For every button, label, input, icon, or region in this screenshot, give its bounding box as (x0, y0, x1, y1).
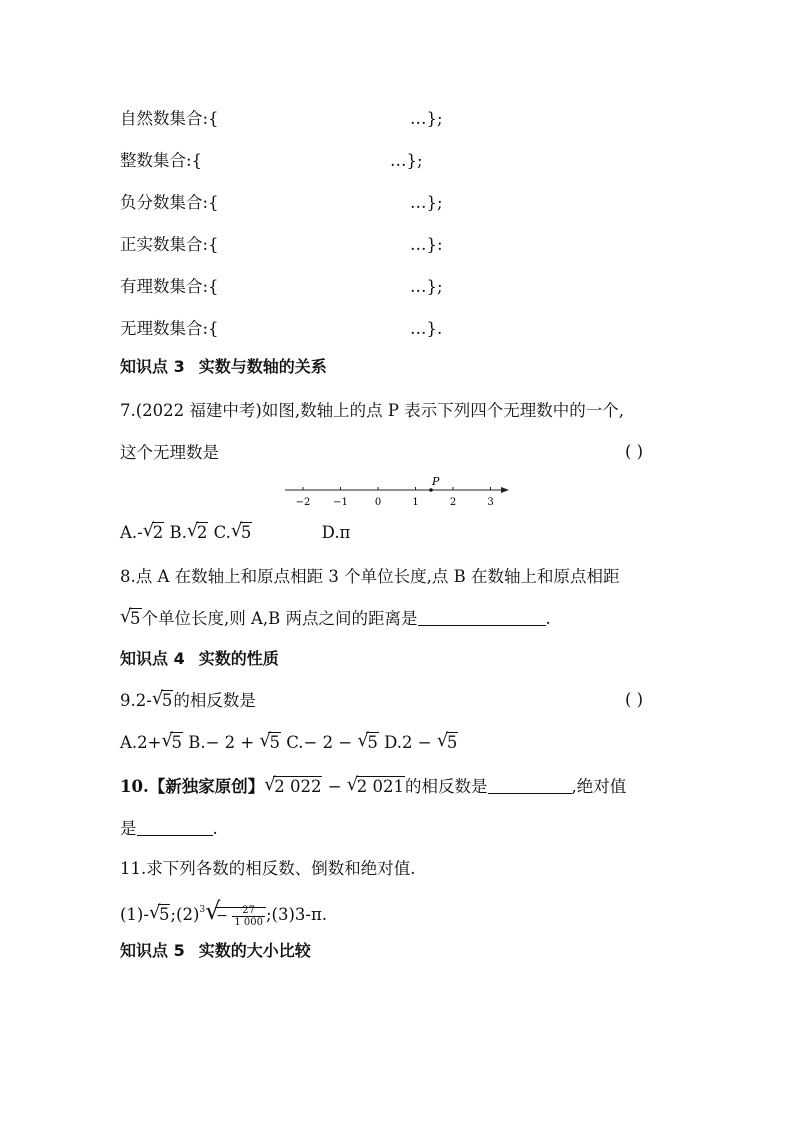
q10-blank-opposite (488, 777, 572, 794)
number-line (280, 474, 520, 514)
section-heading-4 (120, 648, 279, 670)
tick-label: 1 (412, 497, 419, 508)
q7-options (120, 522, 350, 544)
q7-option-c: C. √ 5 (213, 520, 252, 542)
set-close: …}. (410, 319, 443, 338)
q7-answer-paren: ( ) (625, 442, 644, 461)
q9-option-d: D.2 − √ 5 (378, 730, 458, 752)
set-irrational (120, 318, 443, 340)
set-label: 正实数集合:{ (120, 235, 219, 254)
section-title: 实数与数轴的关系 (198, 357, 327, 376)
q11-stem: 11.求下列各数的相反数、倒数和绝对值. (120, 859, 416, 878)
q8-line2: √ 5个单位长度,则 A,B 两点之间的距离是 . (120, 606, 551, 628)
point-p-label: P (432, 475, 440, 488)
section-heading-3 (120, 356, 327, 378)
q7-line2: 这个无理数是 (120, 443, 219, 462)
q9-stem: 9.2- √ 5的相反数是 (120, 688, 256, 710)
section-num: 知识点 3 (120, 357, 185, 376)
q7-option-a: A.- √ 2 (120, 520, 164, 542)
tick-label: 0 (374, 497, 382, 508)
tick-label: −2 (295, 497, 311, 508)
set-label: 有理数集合:{ (120, 277, 219, 296)
q7-line1: 7.(2022 福建中考)如图,数轴上的点 P 表示下列四个无理数中的一个, (120, 401, 624, 420)
section-heading-5 (120, 940, 311, 962)
tick-label: 2 (449, 497, 457, 508)
q7-option-b: B. √ 2 (169, 520, 208, 542)
set-negative-fraction (120, 192, 443, 214)
set-label: 无理数集合:{ (120, 319, 219, 338)
q10-line2: 是 . (120, 819, 218, 838)
set-label: 整数集合:{ (120, 151, 203, 170)
set-positive-real (120, 234, 443, 256)
section-num: 知识点 5 (120, 941, 185, 960)
q8-answer-blank (418, 609, 546, 626)
q9-options (120, 732, 458, 754)
section-num: 知识点 4 (120, 649, 185, 668)
set-close: …}; (410, 193, 443, 212)
q10-blank-absolute (137, 819, 213, 836)
number-line-arrow (501, 487, 509, 493)
set-close: …}; (410, 109, 443, 128)
q10-line1: 10.【新独家原创】 √ 2 022 − √ 2 021的相反数是 ,绝对值 (120, 774, 627, 796)
tick-label: 3 (487, 497, 494, 508)
tick-label: −1 (333, 497, 348, 508)
set-label: 负分数集合:{ (120, 193, 219, 212)
q11-parts: (1)- √ $5;(2)^3$ √ − $\frac{27}{1 000}$ ;(3)3-π. (120, 897, 328, 928)
q9-option-b: B.− 2 + √ 5 (182, 730, 280, 752)
set-integer (120, 150, 423, 172)
point-p-marker (429, 488, 433, 492)
q9-answer-paren: ( ) (625, 690, 644, 709)
set-close: …}; (410, 277, 443, 296)
set-close: …}; (390, 151, 423, 170)
set-natural (120, 108, 443, 130)
set-rational (120, 276, 443, 298)
set-close: …}: (410, 235, 443, 254)
q7-option-d: D.π (321, 523, 351, 542)
q9-option-c: C.− 2 − √ 5 (280, 730, 378, 752)
set-label: 自然数集合:{ (120, 109, 219, 128)
q9-option-a: A.2+ √ 5 (120, 730, 182, 752)
q8-line1: 8.点 A 在数轴上和原点相距 3 个单位长度,点 B 在数轴上和原点相距 (120, 567, 620, 586)
section-title: 实数的大小比较 (198, 941, 311, 960)
section-title: 实数的性质 (198, 649, 279, 668)
